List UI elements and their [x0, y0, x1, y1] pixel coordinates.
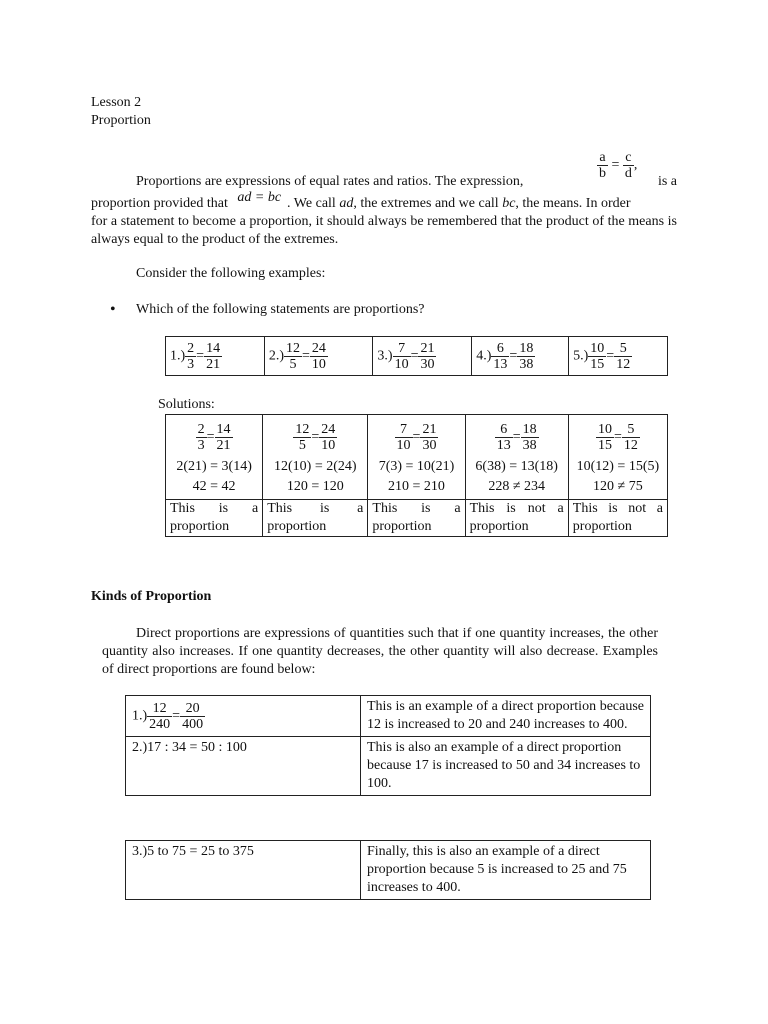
solution-fraction-left: $\frac{12}{5}$: [295, 421, 310, 453]
direct-table-2: [125, 840, 651, 900]
intro-paragraph: [91, 173, 677, 249]
example-cell: 1.) $\frac{2}{3}$ = $\frac{14}{21}$: [166, 337, 265, 376]
solution-verdict: This is not a proportion: [465, 500, 568, 537]
direct-expression-cell: 3.)5 to 75 = 25 to 375: [126, 841, 361, 900]
solution-result: 120 ≠ 75: [568, 479, 667, 500]
example-cell: 5.) $\frac{10}{15}$ = $\frac{5}{12}$: [569, 337, 668, 376]
example-cell: 2.) $\frac{12}{5}$ = $\frac{24}{10}$: [264, 337, 373, 376]
table-row: [126, 696, 651, 737]
solution-fraction-right: $\frac{14}{21}$: [216, 421, 231, 453]
table-row: [126, 841, 651, 900]
solution-cross-product: 6(38) = 13(18): [465, 459, 568, 479]
solution-fraction-right: $\frac{24}{10}$: [321, 421, 336, 453]
example-fraction-right: $\frac{18}{38}$: [519, 340, 534, 372]
solution-fraction-cell: $\frac{2}{3}$ = $\frac{14}{21}$: [166, 415, 263, 460]
solution-fraction-left: $\frac{10}{15}$: [597, 421, 612, 453]
solution-fraction-left: $\frac{7}{10}$: [396, 421, 411, 453]
solution-fraction-right: $\frac{5}{12}$: [623, 421, 638, 453]
fraction-a-b: $\frac{a}{b}$: [599, 150, 606, 181]
example-fraction-left: $\frac{2}{3}$: [187, 340, 195, 372]
direct-expression-cell: 2.)17 : 34 = 50 : 100: [126, 737, 361, 796]
solution-result: 120 = 120: [263, 479, 368, 500]
intro-line2c: , the extremes and we call: [353, 196, 503, 211]
example-fraction-left: $\frac{7}{10}$: [394, 340, 409, 372]
lesson-header: [91, 94, 151, 130]
direct-description: This is also an example of a direct proportion because 17 is increased to 50 and 34 increases to 100.: [361, 737, 651, 796]
example-cell: 3.) $\frac{7}{10}$ = $\frac{21}{30}$: [373, 337, 472, 376]
solution-cross-product: 2(21) = 3(14): [166, 459, 263, 479]
example-label: 5.): [573, 348, 589, 364]
intro-line1: Proportions are expressions of equal rates and ratios. The expression,: [136, 174, 524, 189]
example-fraction-right: $\frac{24}{10}$: [311, 340, 326, 372]
solution-result: 42 = 42: [166, 479, 263, 500]
equation-ad-bc: ad = bc: [237, 190, 282, 205]
expression-fraction: $\frac{a}{b}$ = $\frac{c}{d}$ ,: [599, 150, 638, 181]
example-label: 1.): [170, 348, 186, 364]
direct-expression-cell: 1.) $\frac{12}{240}$ = $\frac{20}{400}$: [126, 696, 361, 737]
example-cell: 4.) $\frac{6}{13}$ = $\frac{18}{38}$: [472, 337, 569, 376]
fraction-c-d: $\frac{c}{d}$: [624, 150, 632, 181]
intro-rest: for a statement to become a proportion, it should always be remembered that the product of the means is always equal to the product of the extremes.: [91, 214, 677, 247]
consider-text: Consider the following examples:: [136, 266, 326, 281]
solution-fraction-cell: $\frac{7}{10}$ = $\frac{21}{30}$: [368, 415, 465, 460]
example-label: 4.): [476, 348, 492, 364]
direct-label: 1.): [132, 708, 148, 724]
solution-fraction-left: $\frac{6}{13}$: [496, 421, 511, 453]
intro-line2b: . We call: [287, 196, 340, 211]
example-fraction-right: $\frac{5}{12}$: [616, 340, 631, 372]
solution-verdict: This is not a proportion: [568, 500, 667, 537]
solution-result: 228 ≠ 234: [465, 479, 568, 500]
example-fraction-left: $\frac{12}{5}$: [286, 340, 301, 372]
solution-fraction-cell: $\frac{6}{13}$ = $\frac{18}{38}$: [465, 415, 568, 460]
intro-line1-end: is a: [657, 174, 677, 189]
direct-fraction-left: $\frac{12}{240}$: [149, 700, 171, 732]
solution-verdict: This is a proportion: [166, 500, 263, 537]
lesson-number: Lesson 2: [91, 95, 142, 110]
direct-fraction-right: $\frac{20}{400}$: [182, 700, 204, 732]
solution-cross-product: 7(3) = 10(21): [368, 459, 465, 479]
example-fraction-right: $\frac{14}{21}$: [206, 340, 221, 372]
solution-verdict: This is a proportion: [263, 500, 368, 537]
bullet-text: Which of the following statements are proportions?: [136, 302, 425, 317]
table-row: [126, 737, 651, 796]
solution-fraction-right: $\frac{18}{38}$: [522, 421, 537, 453]
kinds-heading: Kinds of Proportion: [91, 589, 212, 604]
direct-description: Finally, this is also an example of a direct proportion because 5 is increased to 25 and 75 increases to 400.: [361, 841, 651, 900]
solutions-label: Solutions:: [158, 397, 215, 412]
solution-fraction-cell: $\frac{10}{15}$ = $\frac{5}{12}$: [568, 415, 667, 460]
solution-cross-product: 10(12) = 15(5): [568, 459, 667, 479]
solution-verdict: This is a proportion: [368, 500, 465, 537]
solution-cross-product: 12(10) = 2(24): [263, 459, 368, 479]
example-label: 2.): [268, 348, 285, 364]
example-fraction-left: $\frac{6}{13}$: [493, 340, 508, 372]
example-fraction-left: $\frac{10}{15}$: [590, 340, 605, 372]
direct-table: [125, 695, 651, 796]
solution-result: 210 = 210: [368, 479, 465, 500]
bullet-item: [110, 301, 425, 319]
direct-paragraph: Direct proportions are expressions of quantities such that if one quantity increases, the other quantity also increases. If one quantity decreases, the other quantity will also decrease. Examples of direct proportions are found below:: [102, 626, 658, 677]
lesson-topic: Proportion: [91, 113, 151, 128]
direct-description: This is an example of a direct proportion because 12 is increased to 20 and 240 increases to 400.: [361, 696, 651, 737]
solution-fraction-left: $\frac{2}{3}$: [197, 421, 205, 453]
example-label: 3.): [377, 348, 393, 364]
solutions-table: [165, 414, 668, 537]
intro-line2a: proportion provided that: [91, 196, 228, 211]
bullet-dot: •: [110, 301, 116, 318]
term-ad: ad: [339, 196, 354, 211]
solution-fraction-cell: $\frac{12}{5}$ = $\frac{24}{10}$: [263, 415, 368, 460]
solution-fraction-right: $\frac{21}{30}$: [422, 421, 437, 453]
term-bc: bc: [502, 196, 516, 211]
example-fraction-right: $\frac{21}{30}$: [420, 340, 435, 372]
intro-line2d: , the means. In order: [515, 196, 631, 211]
examples-table: [165, 336, 668, 376]
